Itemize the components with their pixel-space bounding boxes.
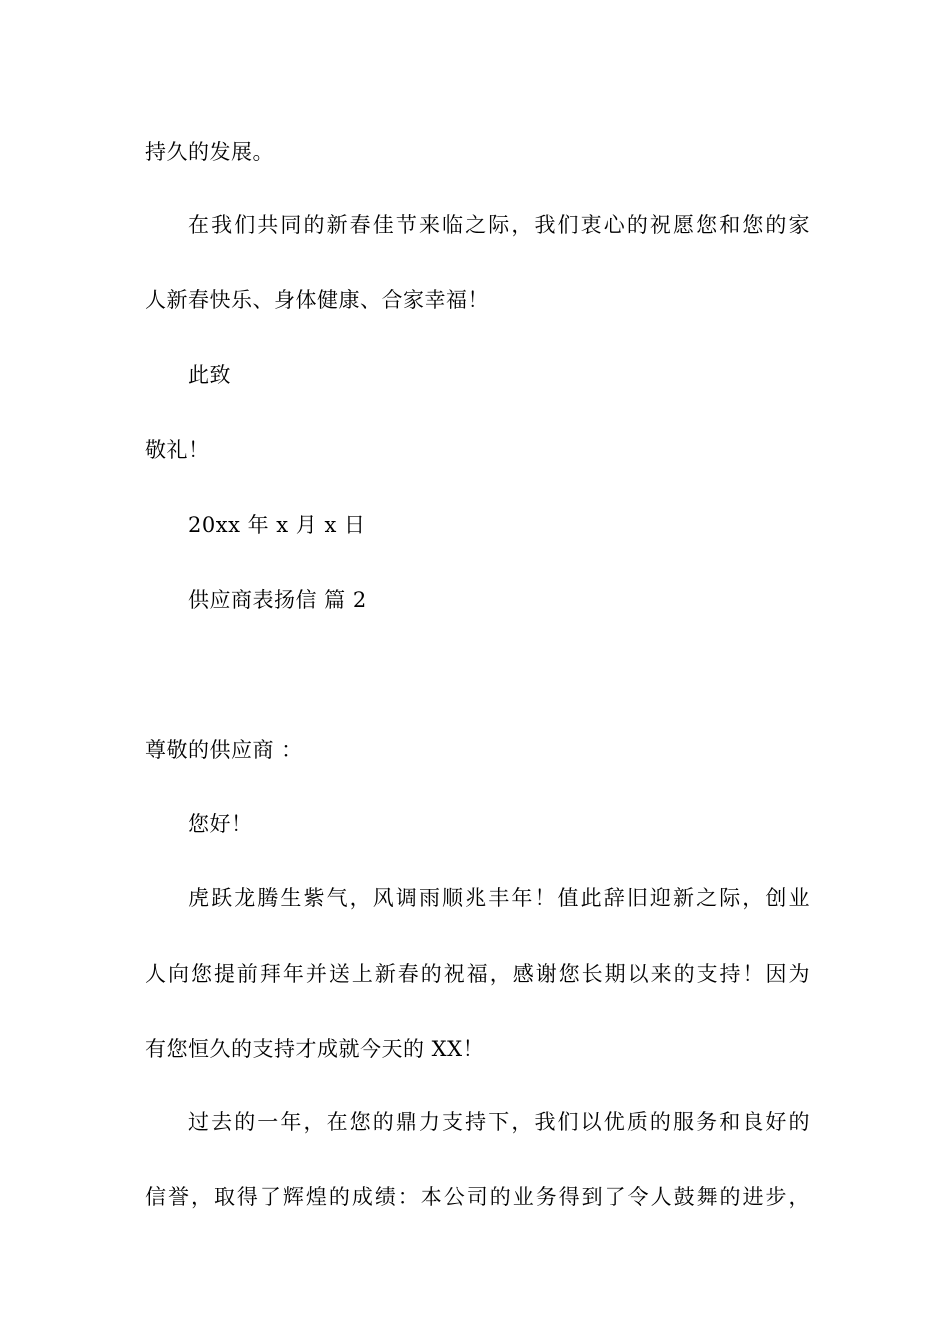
paragraph-line: 人向您提前拜年并送上新春的祝福，感谢您长期以来的支持！因为: [145, 962, 810, 986]
section-title: 供应商表扬信 篇 2: [188, 588, 367, 612]
paragraph-line: 信誉，取得了辉煌的成绩：本公司的业务得到了令人鼓舞的进步，: [145, 1185, 810, 1209]
paragraph-line: 人新春快乐、身体健康、合家幸福！: [145, 288, 489, 312]
letter-salutation: 您好！: [188, 812, 253, 836]
closing-regards: 敬礼！: [145, 438, 210, 462]
paragraph-line: 在我们共同的新春佳节来临之际，我们衷心的祝愿您和您的家: [188, 213, 810, 237]
paragraph-line: 过去的一年，在您的鼎力支持下，我们以优质的服务和良好的: [188, 1110, 810, 1134]
letter-greeting: 尊敬的供应商 ：: [145, 738, 303, 762]
paragraph-line: 有您恒久的支持才成就今天的 XX！: [145, 1037, 485, 1061]
paragraph-line: 持久的发展。: [145, 140, 274, 164]
paragraph-line: 虎跃龙腾生紫气，风调雨顺兆丰年！值此辞旧迎新之际，创业: [188, 886, 810, 910]
closing-salutation: 此致: [188, 363, 231, 387]
letter-date: 20xx 年 x 月 x 日: [188, 513, 366, 537]
